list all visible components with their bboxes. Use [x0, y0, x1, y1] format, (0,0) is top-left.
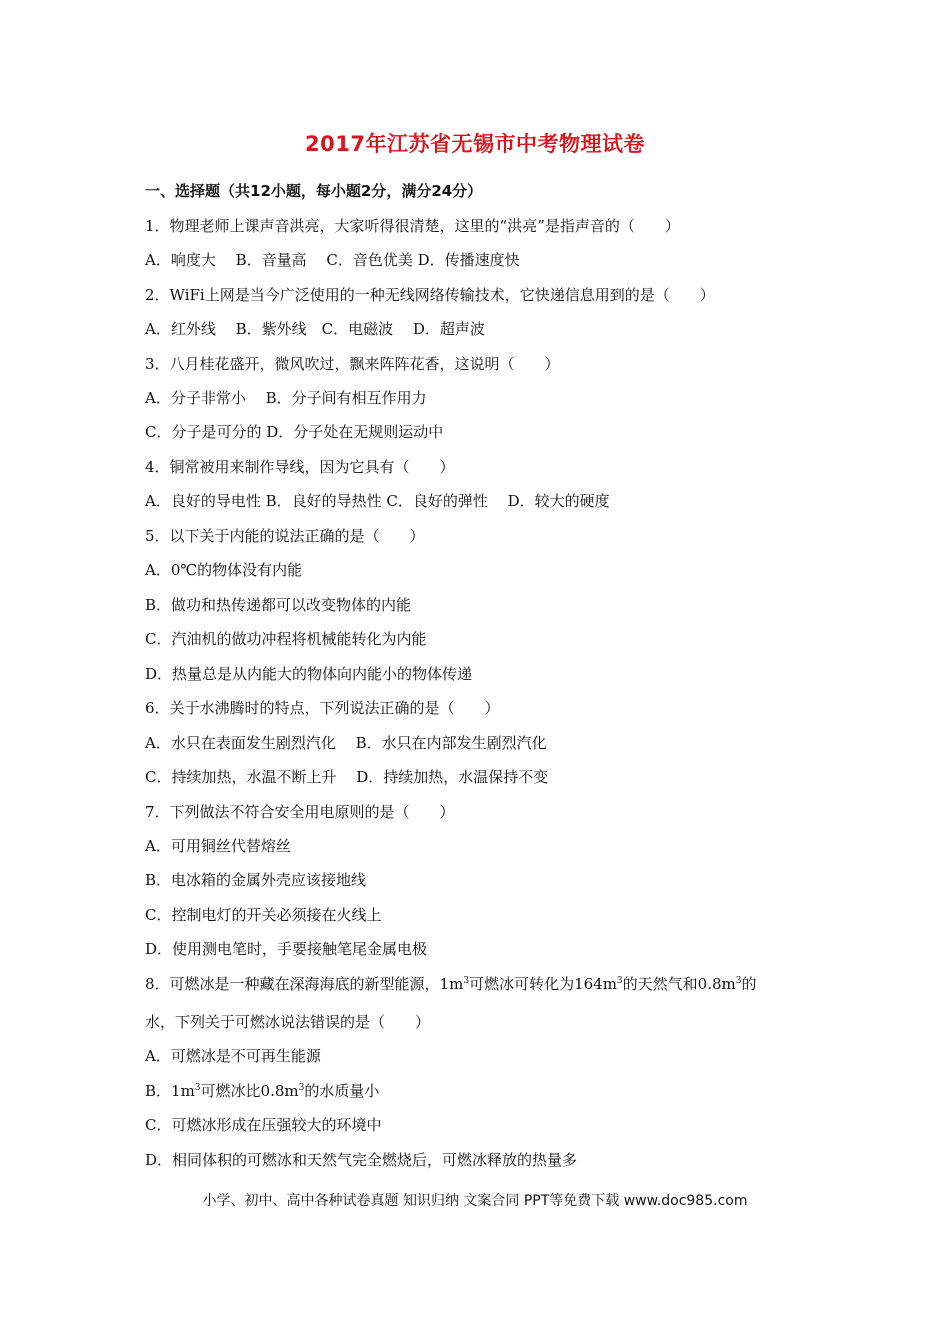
question-2-options: A．红外线 B．紫外线 C．电磁波 D．超声波: [145, 320, 485, 338]
q8-text-3: 的天然气和0.8m: [622, 975, 736, 993]
q8-text-4: 的: [741, 975, 757, 993]
q8b-text-3: 的水质量小: [304, 1082, 380, 1100]
question-8-option-c: C．可燃冰形成在压强较大的环境中: [145, 1116, 382, 1134]
question-6-options-ab: A．水只在表面发生剧烈汽化 B．水只在内部发生剧烈汽化: [145, 734, 547, 752]
superscript: 3: [463, 976, 470, 986]
section-heading: 一、选择题（共12小题，每小题2分，满分24分）: [145, 182, 483, 200]
question-3: 3．八月桂花盛开，微风吹过，飘来阵阵花香，这说明（ ）: [145, 355, 560, 373]
superscript: 3: [616, 976, 623, 986]
question-4: 4．铜常被用来制作导线，因为它具有（ ）: [145, 458, 455, 476]
question-1: 1．物理老师上课声音洪亮，大家听得很清楚，这里的“洪亮”是指声音的（ ）: [145, 217, 680, 235]
question-6: 6．关于水沸腾时的特点，下列说法正确的是（ ）: [145, 699, 500, 717]
question-8-continued: 水，下列关于可燃冰说法错误的是（ ）: [145, 1013, 431, 1031]
superscript: 3: [735, 976, 742, 986]
question-8-option-b: [145, 1081, 379, 1101]
question-2: 2．WiFi上网是当今广泛使用的一种无线网络传输技术，它快递信息用到的是（ ）: [145, 286, 715, 304]
footer-banner: 小学、初中、高中各种试卷真题 知识归纳 文案合同 PPT等免费下载 www.doc985.com: [202, 1193, 748, 1209]
question-5-option-b: B．做功和热传递都可以改变物体的内能: [145, 596, 412, 614]
question-7-option-c: C．控制电灯的开关必须接在火线上: [145, 906, 382, 924]
superscript: 3: [298, 1083, 305, 1093]
question-5-option-d: D．热量总是从内能大的物体向内能小的物体传递: [145, 665, 473, 683]
question-7-option-b: B．电冰箱的金属外壳应该接地线: [145, 871, 367, 889]
q8-text-1: 8．可燃冰是一种藏在深海海底的新型能源，1m: [145, 975, 464, 993]
q8b-text-1: B．1m: [145, 1082, 195, 1100]
question-3-options-cd: C．分子是可分的 D．分子处在无规则运动中: [145, 423, 444, 441]
q8-text-2: 可燃冰可转化为164m: [469, 975, 617, 993]
question-8-option-a: A．可燃冰是不可再生能源: [145, 1047, 321, 1065]
question-8-option-d: D．相同体积的可燃冰和天然气完全燃烧后，可燃冰释放的热量多: [145, 1151, 578, 1169]
question-4-options: A．良好的导电性 B．良好的导热性 C．良好的弹性 D．较大的硬度: [145, 492, 610, 510]
question-7-option-a: A．可用铜丝代替熔丝: [145, 837, 291, 855]
question-5: 5．以下关于内能的说法正确的是（ ）: [145, 527, 425, 545]
question-5-option-a: A．0℃的物体没有内能: [145, 561, 303, 579]
question-8: [145, 974, 757, 994]
question-3-options-ab: A．分子非常小 B．分子间有相互作用力: [145, 389, 427, 407]
question-7: 7．下列做法不符合安全用电原则的是（ ）: [145, 803, 455, 821]
question-5-option-c: C．汽油机的做功冲程将机械能转化为内能: [145, 630, 427, 648]
superscript: 3: [194, 1083, 201, 1093]
question-6-options-cd: C．持续加热，水温不断上升 D．持续加热，水温保持不变: [145, 768, 549, 786]
question-7-option-d: D．使用测电笔时，手要接触笔尾金属电极: [145, 940, 428, 958]
question-1-options: A．响度大 B．音量高 C．音色优美 D．传播速度快: [145, 251, 520, 269]
exam-title: 2017年江苏省无锡市中考物理试卷: [305, 132, 645, 156]
q8b-text-2: 可燃冰比0.8m: [200, 1082, 299, 1100]
